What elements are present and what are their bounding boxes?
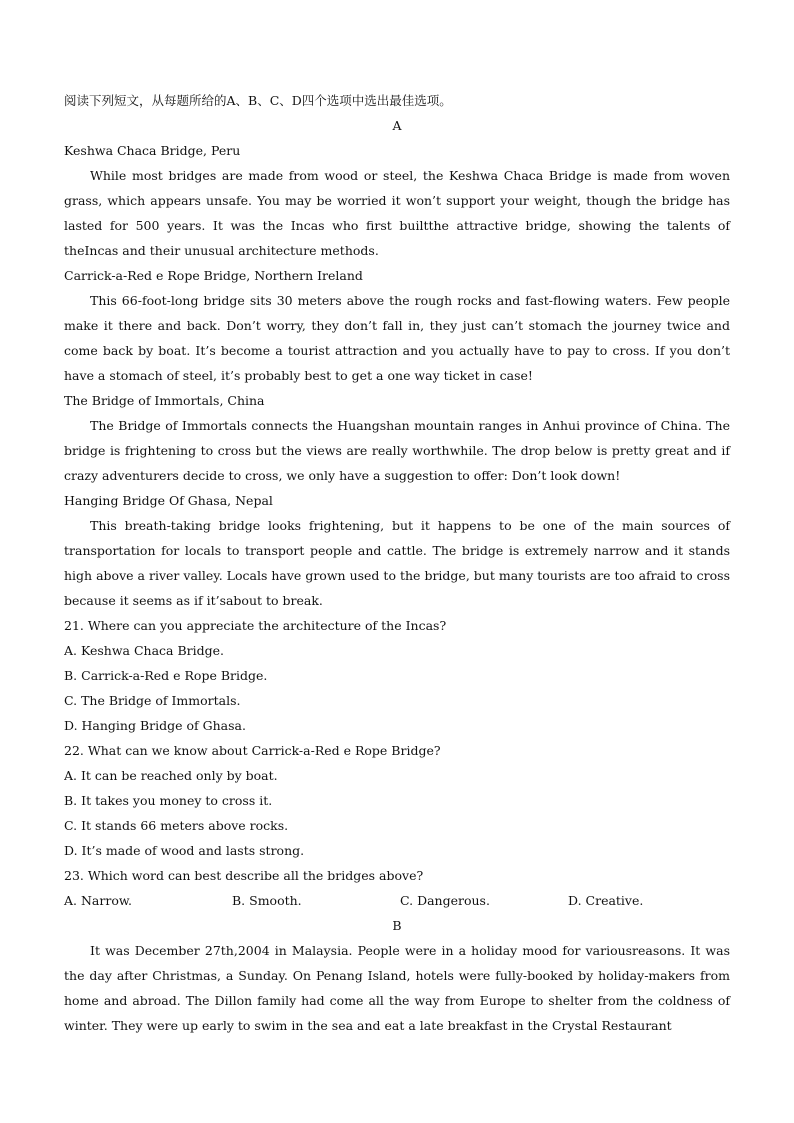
bridge-title: Carrick-a-Red e Rope Bridge, Northern Ireland: [64, 268, 363, 283]
answer-option: D. It’s made of wood and lasts strong.: [64, 843, 305, 858]
answer-option: B. Smooth.: [232, 893, 302, 908]
bridge-description: While most bridges are made from wood or steel, the Keshwa Chaca Bridge is made from woven grass, which appears unsafe. You may be worried it won’t support your weight, though the bridge has lasted for 500 years. It was the Incas who first builtthe attractive bridge, showing the talents of theIncas and their unusual architecture methods.: [64, 168, 730, 258]
answer-option: A. Keshwa Chaca Bridge.: [64, 643, 224, 658]
question-stem: 22. What can we know about Carrick-a-Red e Rope Bridge?: [64, 743, 441, 758]
bridge-title: Keshwa Chaca Bridge, Peru: [64, 143, 241, 158]
bridge-description: This breath-taking bridge looks frightening, but it happens to be one of the main sources of transportation for locals to transport people and cattle. The bridge is extremely narrow and it stands high above a river valley. Locals have grown used to the bridge, but many tourists are too afraid to cross because it seems as if it’sabout to break.: [64, 518, 730, 608]
passage-b-text: It was December 27th,2004 in Malaysia. People were in a holiday mood for variousreasons. It was the day after Christmas, a Sunday. On Penang Island, hotels were fully-booked by holiday-makers from home and abroad. The Dillon family had come all the way from Europe to shelter from the coldness of winter. They were up early to swim in the sea and eat a late breakfast in the Crystal Restaurant: [64, 943, 730, 1033]
bridge-title: Hanging Bridge Of Ghasa, Nepal: [64, 493, 273, 508]
answer-option: D. Hanging Bridge of Ghasa.: [64, 718, 246, 733]
answer-option: D. Creative.: [568, 893, 644, 908]
question-stem: 23. Which word can best describe all the bridges above?: [64, 868, 424, 883]
answer-option: C. The Bridge of Immortals.: [64, 693, 241, 708]
bridge-title: The Bridge of Immortals, China: [64, 393, 265, 408]
section-a-label: A: [392, 118, 402, 133]
answer-options-row: [64, 888, 730, 913]
answer-option: C. Dangerous.: [400, 893, 490, 908]
bridge-description: This 66-foot-long bridge sits 30 meters above the rough rocks and fast-flowing waters. Few people make it there and back. Don’t worry, they don’t fall in, they just can’t stomach the journey twice and come back by boat. It’s become a tourist attraction and you actually have to pay to cross. If you don’t have a stomach of steel, it’s probably best to get a one way ticket in case!: [64, 293, 730, 383]
answer-option: B. Carrick-a-Red e Rope Bridge.: [64, 668, 268, 683]
answer-option: B. It takes you money to cross it.: [64, 793, 273, 808]
instruction-text: 阅读下列短文，从每题所给的A、B、C、D四个选项中选出最佳选项。: [64, 93, 452, 108]
answer-option: A. It can be reached only by boat.: [64, 768, 278, 783]
question-stem: 21. Where can you appreciate the architecture of the Incas?: [64, 618, 447, 633]
answer-option: A. Narrow.: [64, 893, 133, 908]
bridge-description: The Bridge of Immortals connects the Huangshan mountain ranges in Anhui province of China. The bridge is frightening to cross but the views are really worthwhile. The drop below is pretty great and if crazy adventurers decide to cross, we only have a suggestion to offer: Don’t look down!: [64, 418, 730, 483]
document-content: [64, 88, 730, 1038]
answer-option: C. It stands 66 meters above rocks.: [64, 818, 289, 833]
section-b-label: B: [392, 918, 402, 933]
